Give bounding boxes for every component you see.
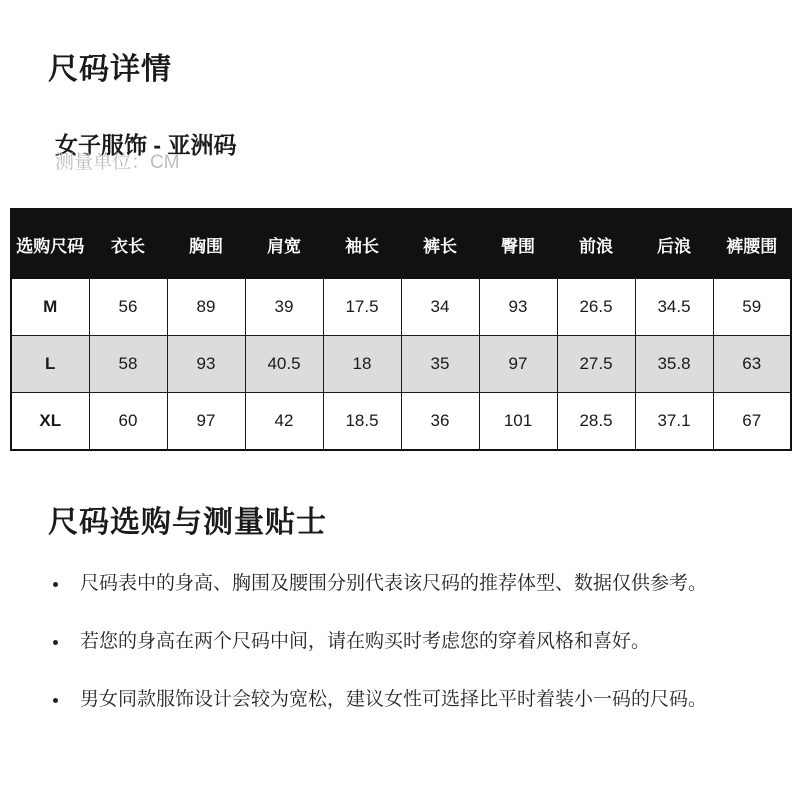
column-header-1: 衣长 [89, 209, 167, 279]
measurement-cell: 27.5 [557, 336, 635, 393]
measurement-cell: 67 [713, 393, 791, 451]
measurement-cell: 35 [401, 336, 479, 393]
measurement-cell: 42 [245, 393, 323, 451]
size-row-M [11, 279, 791, 336]
column-header-8: 后浪 [635, 209, 713, 279]
measurement-cell: 18.5 [323, 393, 401, 451]
size-table-body [11, 279, 791, 451]
measurement-cell: 28.5 [557, 393, 635, 451]
category-subtitle: 女子服饰 - 亚洲码 [55, 132, 237, 159]
measurement-cell: 34.5 [635, 279, 713, 336]
column-header-9: 裤腰围 [713, 209, 791, 279]
tip-item-1: • 尺码表中的身高、胸围及腰围分别代表该尺码的推荐体型、数据仅供参考。 [70, 568, 780, 600]
measurement-cell: 35.8 [635, 336, 713, 393]
measurement-cell: 89 [167, 279, 245, 336]
measurement-cell: 26.5 [557, 279, 635, 336]
measurement-unit-label: 测量单位：CM [55, 152, 180, 173]
size-label-cell: XL [11, 393, 89, 451]
column-header-0: 选购尺码 [11, 209, 89, 279]
size-row-L [11, 336, 791, 393]
measurement-cell: 97 [167, 393, 245, 451]
measurement-cell: 17.5 [323, 279, 401, 336]
tips-heading: 尺码选购与测量贴士 [48, 505, 327, 539]
measurement-cell: 101 [479, 393, 557, 451]
measurement-cell: 58 [89, 336, 167, 393]
column-header-7: 前浪 [557, 209, 635, 279]
measurement-cell: 93 [167, 336, 245, 393]
measurement-cell: 36 [401, 393, 479, 451]
size-table-header [11, 209, 791, 279]
column-header-3: 肩宽 [245, 209, 323, 279]
measurement-cell: 60 [89, 393, 167, 451]
column-header-2: 胸围 [167, 209, 245, 279]
measurement-cell: 40.5 [245, 336, 323, 393]
measurement-cell: 56 [89, 279, 167, 336]
size-row-XL [11, 393, 791, 451]
tip-item-3: • 男女同款服饰设计会较为宽松，建议女性可选择比平时着装小一码的尺码。 [70, 684, 780, 716]
column-header-6: 臀围 [479, 209, 557, 279]
page-title: 尺码详情 [48, 53, 172, 87]
measurement-cell: 34 [401, 279, 479, 336]
column-header-5: 裤长 [401, 209, 479, 279]
measurement-cell: 63 [713, 336, 791, 393]
tips-list [48, 568, 780, 742]
measurement-cell: 37.1 [635, 393, 713, 451]
size-table [10, 208, 792, 451]
size-label-cell: L [11, 336, 89, 393]
size-label-cell: M [11, 279, 89, 336]
measurement-cell: 18 [323, 336, 401, 393]
measurement-cell: 97 [479, 336, 557, 393]
tip-item-2: • 若您的身高在两个尺码中间，请在购买时考虑您的穿着风格和喜好。 [70, 626, 780, 658]
measurement-cell: 59 [713, 279, 791, 336]
column-header-4: 袖长 [323, 209, 401, 279]
size-table-header-row [11, 209, 791, 279]
measurement-cell: 93 [479, 279, 557, 336]
measurement-cell: 39 [245, 279, 323, 336]
